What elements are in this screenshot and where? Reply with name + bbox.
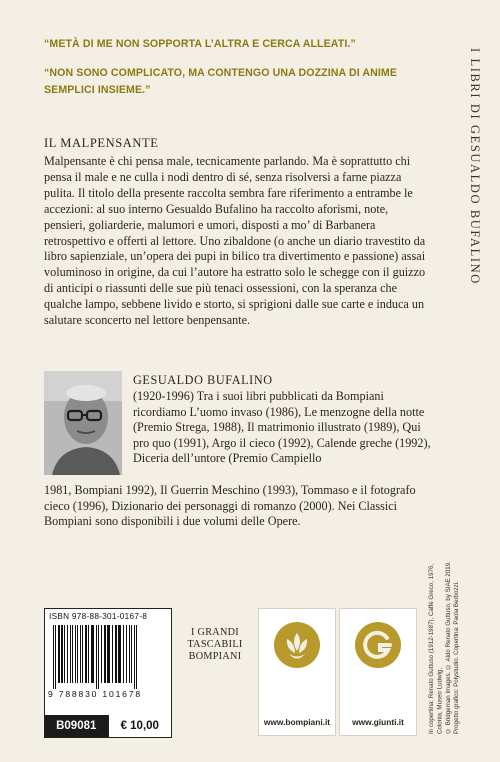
- barcode-bar: [104, 625, 106, 683]
- quote-1: “METÀ DI ME NON SOPPORTA L’ALTRA E CERCA ALLEATI.”: [44, 38, 356, 50]
- barcode-bar: [58, 625, 60, 683]
- barcode-bar: [64, 625, 65, 683]
- barcode-bar: [131, 625, 132, 683]
- barcode-bar: [61, 625, 63, 683]
- barcode-bar: [96, 625, 97, 689]
- quote-2: “NON SONO COMPLICATO, MA CONTENGO UNA DOZZINA DI ANIME SEMPLICI INSIEME.”: [44, 67, 398, 96]
- blurb-text: Malpensante è chi pensa male, tecnicamente parlando. Ma è soprattutto chi pensa il male e ne culla i nodi dentro di sé, senza risolversi a farne piazza pulita. Il titolo della presente raccolta sembra fare riferimento a entrambe le accezioni: al suo interno Gesualdo Bufalino ha raccolto aforismi, note, pensieri, goliarderie, malumori e umori, disposti a mo’ di Barbanera retrospettivo e offerti al lettore. Uno zibaldone (o anche un diario travestito da libro sapienziale, un’opera dei pupi in bilico tra divertimento e passione) assai voluminoso in origine, da cui l’autore ha estratto solo le schegge con il guizzo di anticipi o riassunti delle sue più tenaci ossessioni, con la speranza che qualche lampo, sebbene livido e storto, si sprigioni dalle sue carte e induca un salutare sconcerto nel lettore benpensante.: [44, 154, 426, 328]
- barcode-bar: [129, 625, 130, 683]
- code-price-row: [45, 715, 171, 737]
- author-photo: [44, 371, 122, 475]
- bompiani-url[interactable]: www.bompiani.it: [263, 717, 331, 727]
- barcode-bar: [70, 625, 71, 683]
- isbn-label: ISBN 978-88-301-0167-8: [49, 612, 148, 621]
- book-title: IL MALPENSANTE: [44, 136, 159, 150]
- barcode-bar: [118, 625, 120, 683]
- barcode-bar: [85, 625, 87, 683]
- quotes-block: [44, 36, 404, 111]
- barcode-bar: [67, 625, 68, 683]
- barcode-bar: [82, 625, 83, 683]
- credit-line: © Bridgeman Images. © Aldo Renato Guttuso, by SIAE 2019.: [444, 561, 452, 734]
- book-blurb: [44, 154, 432, 329]
- series-name: [177, 608, 253, 682]
- barcode-block: [44, 608, 172, 738]
- barcode-bar: [91, 625, 93, 683]
- author-bio-top: (1920-1996) Tra i suoi libri pubblicati da Bompiani ricordiamo L’uomo invaso (1986), Le menzogne della notte (Premio Strega, 1988), Il matrimonio illustrato (1989), Qui pro quo (1991), Argo il cieco (1992), Calende greche (1992), Diceria dell’untore (Premio Campiello: [133, 389, 431, 466]
- series-line-1: I GRANDI: [191, 627, 239, 638]
- series-vertical-title: I LIBRI DI GESUALDO BUFALINO: [468, 48, 482, 285]
- publisher-bompiani: [258, 608, 336, 736]
- credit-line: In copertina: Renato Guttuso (1912-1987), Caffè Greco, 1976, Colonia, Museo Ludwig,: [428, 563, 444, 734]
- author-bio-bottom: 1981, Bompiani 1992), Il Guerrin Meschino (1993), Tommaso e il fotografo cieco (1996), Dizionario dei personaggi di romanzo (2000). Nei Classici Bompiani sono disponibili i due volumi delle Opere.: [44, 483, 416, 529]
- barcode-bar: [109, 625, 110, 683]
- barcode-bar: [88, 625, 89, 683]
- barcode-bar: [80, 625, 81, 683]
- product-code: B09081: [45, 715, 108, 737]
- publisher-giunti: [339, 608, 417, 736]
- barcode-bar: [53, 625, 54, 689]
- giunti-url[interactable]: www.giunti.it: [352, 717, 404, 727]
- bompiani-leaf-icon: [273, 621, 321, 669]
- barcode-icon: [51, 625, 165, 689]
- barcode-bar: [115, 625, 117, 683]
- series-line-2: TASCABILI: [187, 639, 243, 650]
- barcode-bar: [123, 625, 124, 683]
- barcode-bar: [136, 625, 137, 689]
- barcode-bar: [120, 625, 121, 683]
- barcode-bar: [126, 625, 127, 683]
- credit-line: Progetto grafico: Polystudio. Copertina: Paola Berbozzi.: [453, 581, 461, 734]
- price: € 10,00: [108, 715, 172, 737]
- author-name: GESUALDO BUFALINO: [133, 373, 273, 387]
- barcode-bar: [72, 625, 73, 683]
- barcode-bar: [93, 625, 94, 683]
- barcode-bar: [112, 625, 113, 683]
- barcode-bar: [98, 625, 99, 689]
- barcode-bar: [75, 625, 76, 683]
- series-line-3: BOMPIANI: [188, 651, 242, 662]
- giunti-swirl-icon: [354, 621, 402, 669]
- barcode-bar: [101, 625, 102, 683]
- barcode-bar: [55, 625, 56, 689]
- barcode-digits: 9 788830 101678: [48, 689, 142, 699]
- barcode-bar: [134, 625, 135, 689]
- barcode-bar: [77, 625, 78, 683]
- cover-credits: [428, 556, 490, 734]
- barcode-bar: [107, 625, 109, 683]
